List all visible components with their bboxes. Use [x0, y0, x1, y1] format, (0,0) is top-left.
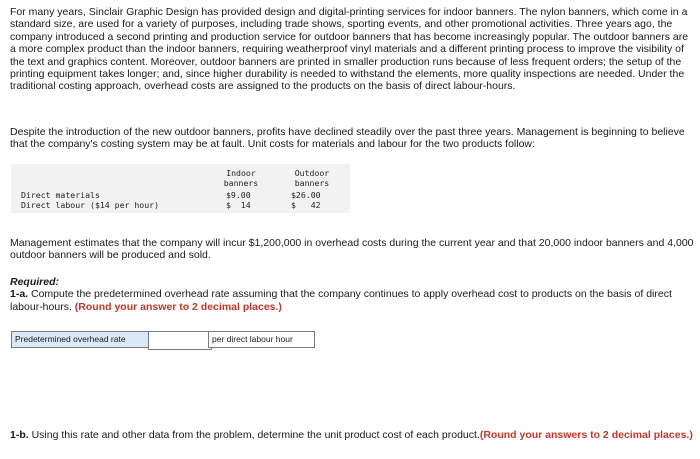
question-1a-label: 1-a. — [10, 288, 29, 301]
overhead-rate-input[interactable] — [148, 331, 212, 350]
intro-paragraph: For many years, Sinclair Graphic Design has provided design and digital-printing services for indoor banners. The nylon banners, which come in a standard size, are used for a variety of purposes, including trade shows, sporting events, and other promotional activities. Three years ago, the company introduced a second printing and production service for outdoor banners that has become increasingly popular. The outdoor banners are a more complex product than the indoor banners, requiring weatherproof vinyl materials and a different printing process to improve the visibility of the text and graphics content. Moreover, outdoor banners are printed in smaller production runs because of less frequent orders; the setup of the printing equipment takes longer; and, since higher durability is needed to withstand the elements, more quality inspections are needed. Under the traditional costing approach, overhead costs are assigned to the products on the basis of direct labour-hours. — [10, 6, 689, 93]
unit-cost-table — [11, 164, 350, 213]
required-title: Required: — [10, 276, 60, 288]
question-1b-text: Using this rate and other data from the problem, determine the unit product cost of each product. — [28, 429, 480, 441]
question-1b — [10, 429, 694, 441]
table-row-label: Direct labour ($14 per hour) — [21, 200, 160, 210]
outdoor-header-line1: Outdoor — [294, 168, 330, 178]
outdoor-header-line2: banners — [294, 178, 330, 188]
management-paragraph: Management estimates that the company will incur $1,200,000 in overhead costs during the current year and that 20,000 indoor banners and 4,000 outdoor banners will be produced and sold. — [10, 237, 694, 262]
indoor-header-line1: Indoor — [226, 168, 256, 178]
required-section — [10, 276, 694, 313]
table-cell-outdoor: $ 42 — [291, 200, 321, 210]
table-row-label: Direct materials — [21, 190, 100, 200]
question-1a-text: Compute the predetermined overhead rate assuming that the company continues to apply overhead cost to products on the basis of direct labour-hours. — [10, 288, 672, 313]
indoor-header-line2: banners — [223, 178, 259, 188]
table-cell-indoor: $9.00 — [226, 190, 251, 200]
overhead-rate-unit: per direct labour hour — [208, 331, 315, 348]
question-1a — [10, 288, 694, 313]
question-1b-note: (Round your answers to 2 decimal places.) — [479, 429, 693, 441]
question-1a-note: (Round your answer to 2 decimal places.) — [74, 300, 282, 313]
question-1b-label: 1-b. — [10, 429, 29, 441]
table-cell-indoor: $ 14 — [226, 200, 251, 210]
table-cell-outdoor: $26.00 — [291, 190, 321, 200]
despite-paragraph: Despite the introduction of the new outdoor banners, profits have declined steadily over the past three years. Management is beginning to believe that the company's costing system may be at fault. Unit costs for materials and labour for the two products follow: — [10, 126, 685, 151]
overhead-rate-label: Predetermined overhead rate — [11, 331, 149, 348]
